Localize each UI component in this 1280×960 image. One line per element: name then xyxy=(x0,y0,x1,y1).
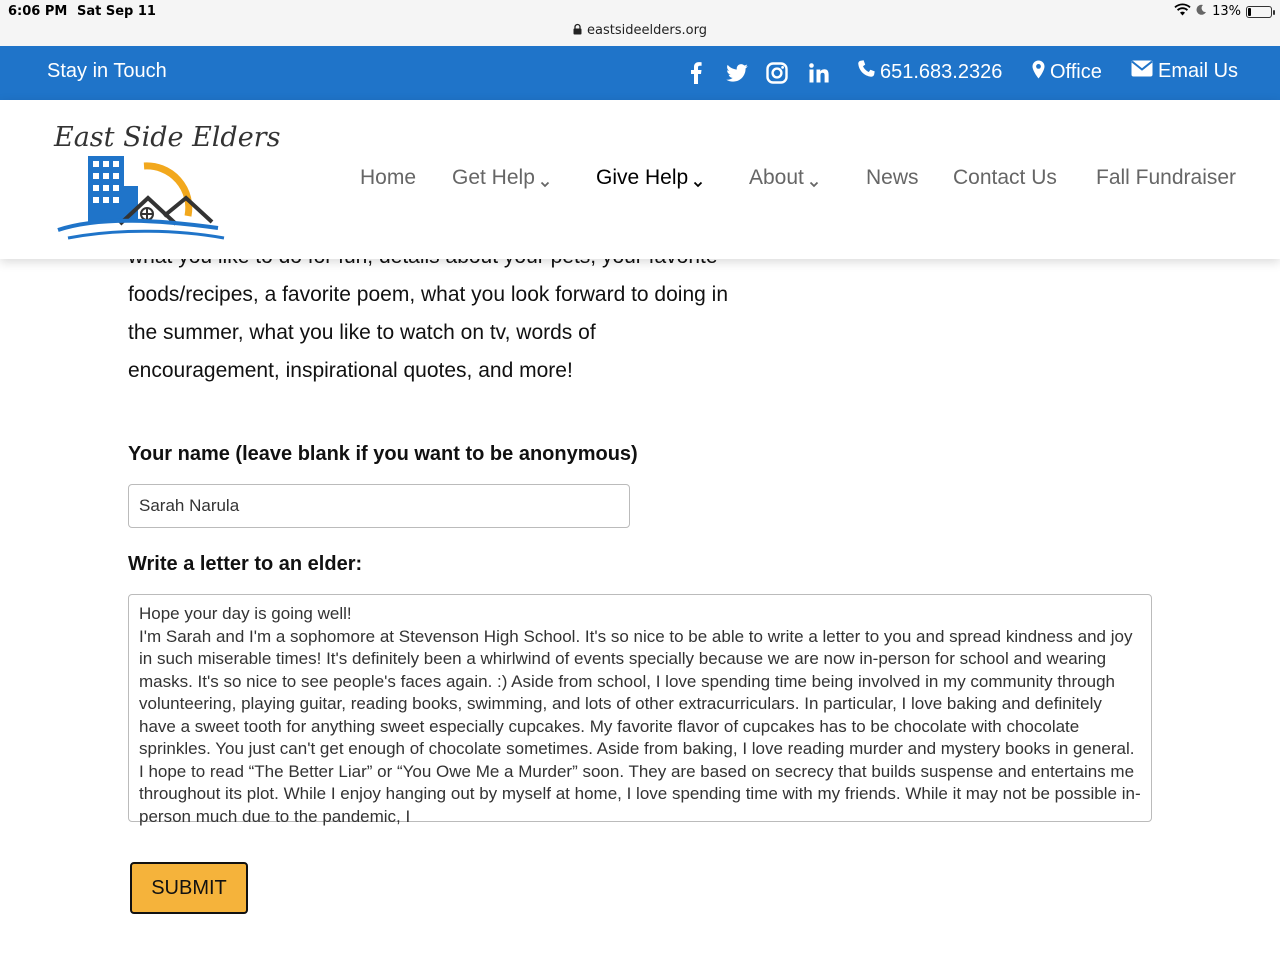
chevron-down-icon xyxy=(692,172,704,184)
nav-news-label: News xyxy=(866,166,919,189)
office-label: Office xyxy=(1050,61,1102,83)
instagram-icon[interactable] xyxy=(764,60,790,86)
battery-percent: 13% xyxy=(1212,4,1241,19)
nav-get-help-label: Get Help xyxy=(452,166,535,189)
phone-icon xyxy=(857,60,875,84)
intro-text-line: foods/recipes, a favorite poem, what you look forward to doing in xyxy=(128,283,728,306)
nav-give-help[interactable] xyxy=(596,166,704,190)
envelope-icon xyxy=(1131,60,1153,83)
url-text: eastsideelders.org xyxy=(587,23,707,38)
phone-link[interactable] xyxy=(857,60,1002,84)
site-header xyxy=(0,100,1280,259)
status-time: 6:06 PM xyxy=(8,4,68,19)
intro-text-line: the summer, what you like to watch on tv, words of xyxy=(128,321,596,344)
nav-home[interactable] xyxy=(360,166,416,190)
intro-text-line: encouragement, inspirational quotes, and more! xyxy=(128,359,573,382)
chevron-down-icon xyxy=(539,172,551,184)
letter-textarea[interactable]: Hope your day is going well! I'm Sarah and I'm a sophomore at Stevenson High School. It's so nice to be able to write a letter to you and spread kindness and joy in such miserable times! It's definitely been a whirlwind of events specially because we are now in-person for school and wearing masks. It's so nice to see people's faces again. :) Aside from school, I love spending time being involved in my community through volunteering, playing guitar, reading books, swimming, and lots of other extracurriculars. In particular, I love baking and definitely have a sweet tooth for anything sweet especially cupcakes. My favorite flavor of cupcakes has to be chocolate with chocolate sprinkles. You just can't get enough of chocolate sometimes. Aside from baking, I love reading murder and mystery books in general. I hope to read “The Better Liar” or “You Owe Me a Murder” soon. They are based on secrecy that builds suspense and entertains me throughout its plot. While I enjoy hanging out by myself at home, I love spending time with my friends. While it may not be possible in-person much due to the pandemic, I xyxy=(128,594,1152,822)
nav-news[interactable] xyxy=(866,166,919,190)
moon-icon xyxy=(1196,4,1207,19)
status-date: Sat Sep 11 xyxy=(77,4,156,19)
office-link[interactable] xyxy=(1032,60,1102,85)
phone-number: 651.683.2326 xyxy=(880,60,1003,83)
status-bar xyxy=(0,0,1280,46)
email-label: Email Us xyxy=(1158,60,1239,82)
name-field-label: Your name (leave blank if you want to be anonymous) xyxy=(128,443,638,465)
battery-icon xyxy=(1246,6,1272,18)
nav-about[interactable] xyxy=(749,166,820,190)
svg-text:East Side Elders: East Side Elders xyxy=(54,122,281,153)
nav-about-label: About xyxy=(749,166,804,189)
linkedin-icon[interactable] xyxy=(806,60,832,86)
nav-fall-fundraiser[interactable] xyxy=(1096,166,1236,190)
chevron-down-icon xyxy=(808,172,820,184)
twitter-icon[interactable] xyxy=(724,60,750,86)
wifi-icon xyxy=(1174,3,1191,20)
lock-icon xyxy=(573,24,582,39)
submit-button[interactable]: SUBMIT xyxy=(130,862,248,914)
nav-fundraiser-label: Fall Fundraiser xyxy=(1096,166,1237,189)
battery-level xyxy=(1248,8,1251,16)
letter-field-label: Write a letter to an elder: xyxy=(128,553,363,575)
nav-give-help-label: Give Help xyxy=(596,166,689,189)
map-marker-icon xyxy=(1032,60,1045,85)
site-logo[interactable] xyxy=(40,116,281,244)
status-indicators xyxy=(1174,3,1272,20)
stay-in-touch-bar xyxy=(0,46,1280,100)
nav-contact-us[interactable] xyxy=(953,166,1057,190)
name-input[interactable]: Sarah Narula xyxy=(128,484,630,528)
facebook-icon[interactable] xyxy=(686,60,706,86)
address-bar[interactable] xyxy=(0,23,1280,39)
stay-in-touch-title: Stay in Touch xyxy=(47,60,167,82)
email-link[interactable] xyxy=(1131,60,1238,83)
nav-contact-label: Contact Us xyxy=(953,166,1057,189)
nav-home-label: Home xyxy=(360,166,417,189)
nav-get-help[interactable] xyxy=(452,166,551,190)
